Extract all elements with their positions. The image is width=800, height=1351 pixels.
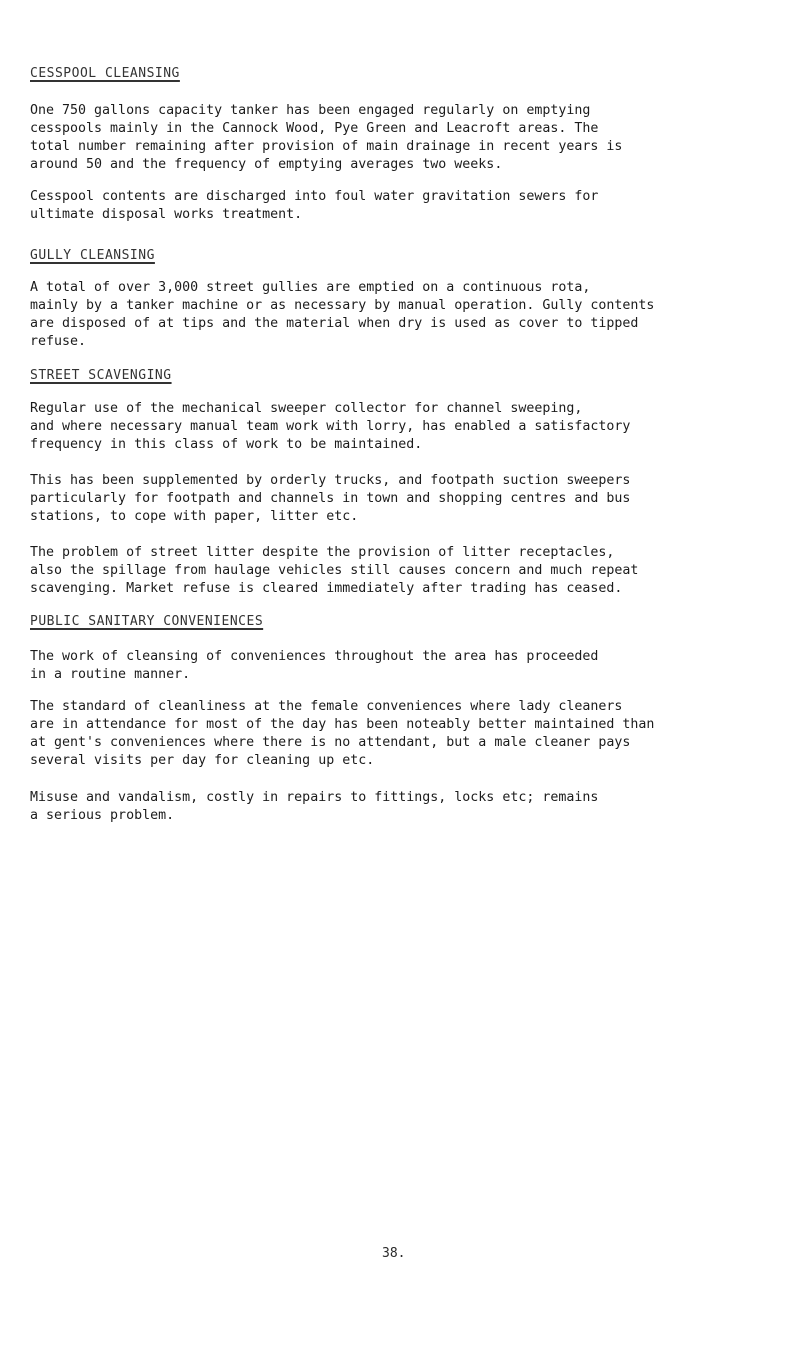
paragraph-text: Regular use of the mechanical sweeper collector for channel sweeping, and where necessary manual team work with lorry, has enabled a satisfactory frequency in this class of work to be maintained. [30,401,631,452]
paragraph-text: This has been supplemented by orderly trucks, and footpath suction sweepers particularly for footpath and channels in town and shopping centres and bus stations, to cope with paper, litter etc. [30,473,631,524]
section-heading: PUBLIC SANITARY CONVENIENCES [30,614,264,629]
paragraph-text: One 750 gallons capacity tanker has been engaged regularly on emptying cesspools mainly in the Cannock Wood, Pye Green and Leacroft areas. The total number remaining after provision of main drainage in recent years is around 50 and the frequency of emptying averages two weeks. [30,103,623,172]
paragraph-text: A total of over 3,000 street gullies are emptied on a continuous rota, mainly by a tanker machine or as necessary by manual operation. Gully contents are disposed of at tips and the material when dry is used as cover to tipped refuse. [30,280,655,349]
section-public-conveniences [30,614,782,629]
paragraph [30,544,782,598]
section-heading: GULLY CLEANSING [30,248,155,263]
section-heading: CESSPOOL CLEANSING [30,66,180,81]
section-street-scavenging [30,368,782,383]
paragraph-text: Misuse and vandalism, costly in repairs to fittings, locks etc; remains a serious problem. [30,790,599,823]
section-heading: STREET SCAVENGING [30,368,172,383]
paragraph [30,648,782,684]
paragraph-text: The standard of cleanliness at the female conveniences where lady cleaners are in attendance for most of the day has been noteably better maintained than at gent's conveniences where there is no attendant, but a male cleaner pays several visits per day for cleaning up etc. [30,699,655,768]
paragraph [30,279,782,351]
paragraph [30,400,782,454]
paragraph-text: The work of cleansing of conveniences throughout the area has proceeded in a routine manner. [30,649,599,682]
section-gully [30,248,782,263]
section-cesspool [30,66,782,81]
paragraph [30,188,782,224]
paragraph [30,102,782,174]
paragraph [30,472,782,526]
paragraph-text: The problem of street litter despite the provision of litter receptacles, also the spillage from haulage vehicles still causes concern and much repeat scavenging. Market refuse is cleared immediately after trading has ceased. [30,545,639,596]
paragraph [30,789,782,825]
paragraph-text: Cesspool contents are discharged into foul water gravitation sewers for ultimate disposal works treatment. [30,189,599,222]
page-number: 38. [382,1246,406,1261]
paragraph [30,698,782,770]
